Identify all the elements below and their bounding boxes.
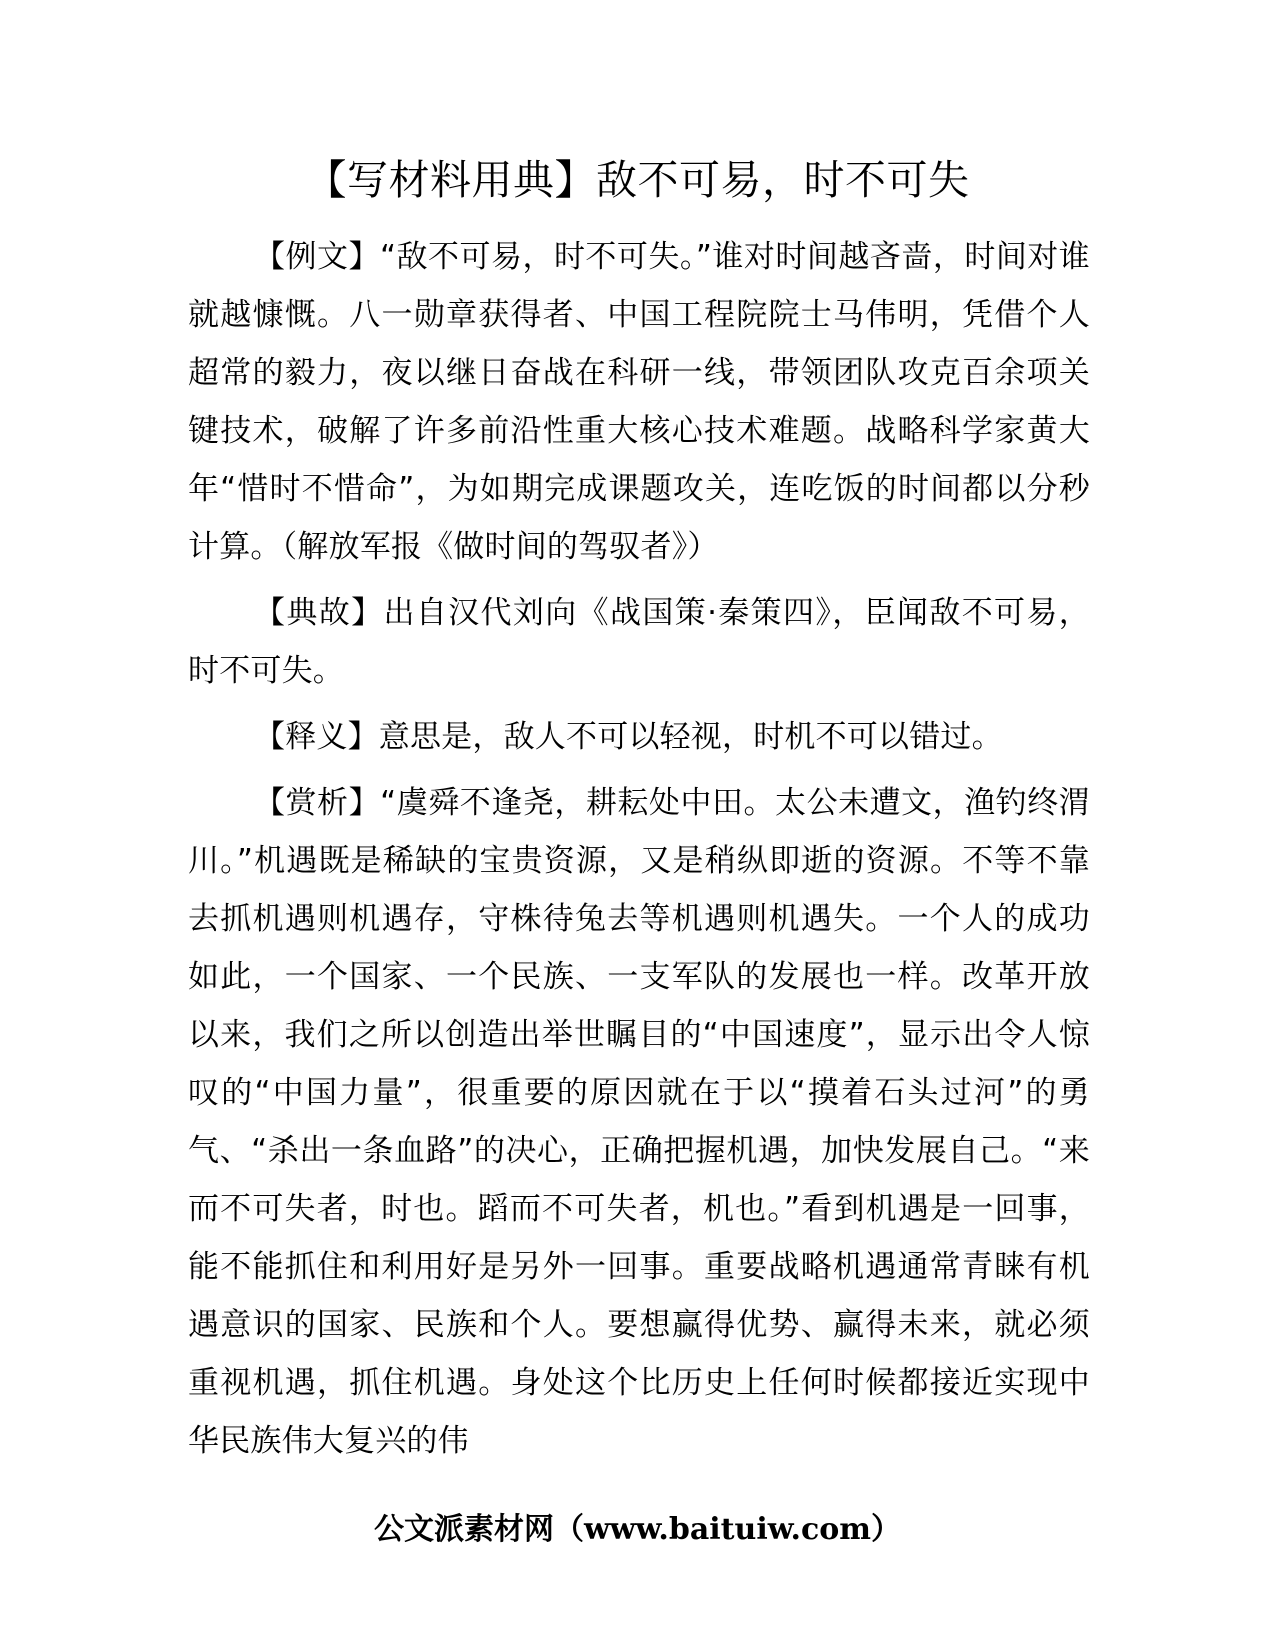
example-paragraph: 【例文】“敌不可易，时不可失。”谁对时间越吝啬，时间对谁就越慷慨。八一勋章获得者、中国工程院院士马伟明，凭借个人超常的毅力，夜以继日奋战在科研一线，带领团队攻克百余项关键技术，破解了许多前沿性重大核心技术难题。战略科学家黄大年“惜时不惜命”，为如期完成课题攻关，连吃饭的时间都以分秒计算。（解放军报《做时间的驾驭者》）	[188, 239, 1090, 565]
page-footer: 公文派素材网（www.baituiw.com）	[373, 1512, 902, 1547]
document-body	[188, 228, 1090, 1478]
meaning-paragraph: 【释义】意思是，敌人不可以轻视，时机不可以错过。	[254, 719, 1003, 755]
appreciation-paragraph: 【赏析】“虞舜不逢尧，耕耘处中田。太公未遭文，渔钓终渭川。”机遇既是稀缺的宝贵资源，又是稍纵即逝的资源。不等不靠去抓机遇则机遇存，守株待兔去等机遇则机遇失。一个人的成功如此，一个国家、一个民族、一支军队的发展也一样。改革开放以来，我们之所以创造出举世瞩目的“中国速度”，显示出令人惊叹的“中国力量”，很重要的原因就在于以“摸着石头过河”的勇气、“杀出一条血路”的决心，正确把握机遇，加快发展自己。“来而不可失者，时也。蹈而不可失者，机也。”看到机遇是一回事，能不能抓住和利用好是另外一回事。重要战略机遇通常青睐有机遇意识的国家、民族和个人。要想赢得优势、赢得未来，就必须重视机遇，抓住机遇。身处这个比历史上任何时候都接近实现中华民族伟大复兴的伟	[188, 785, 1090, 1459]
page-title: 【写材料用典】敌不可易，时不可失	[305, 156, 970, 204]
allusion-paragraph: 【典故】出自汉代刘向《战国策·秦策四》，臣闻敌不可易，时不可失。	[188, 595, 1090, 689]
